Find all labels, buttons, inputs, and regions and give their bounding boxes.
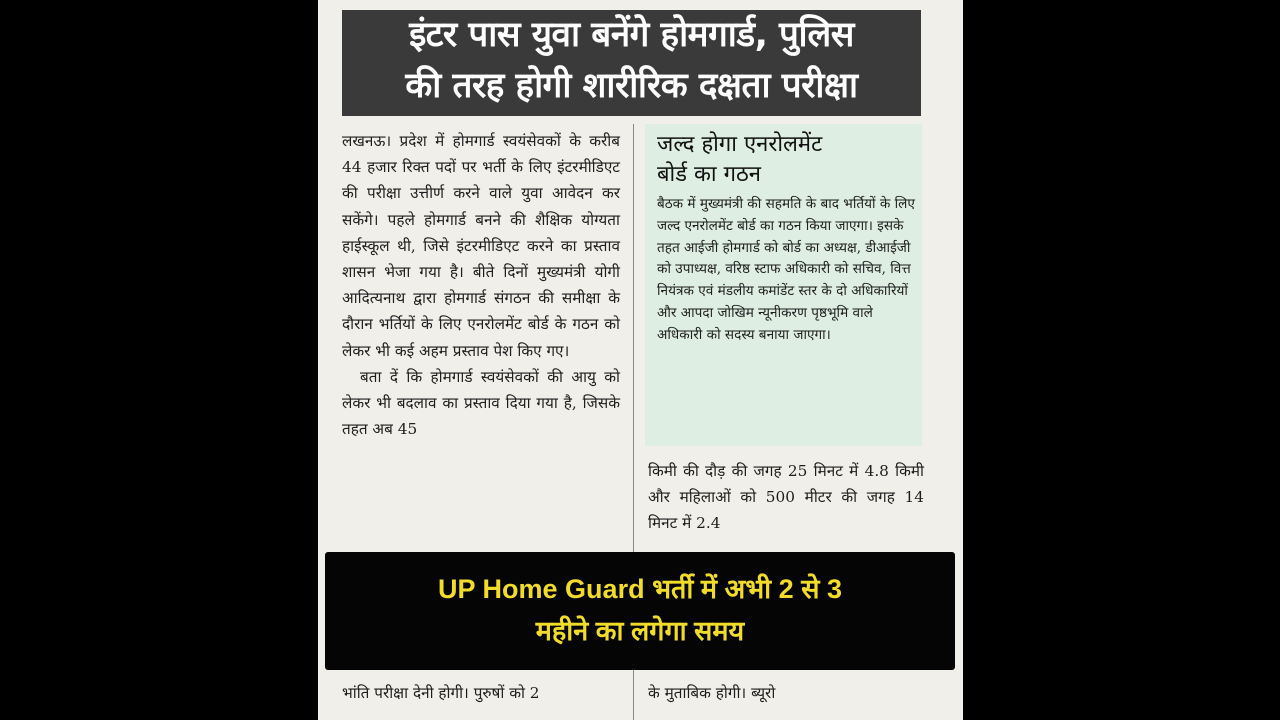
article-bottom-right: के मुताबिक होगी। ब्यूरो xyxy=(648,684,776,702)
sidebar-box-title-line-2: बोर्ड का गठन xyxy=(657,162,761,187)
article-right-column: किमी की दौड़ की जगह 25 मिनट में 4.8 किमी और महिलाओं को 500 मीटर की जगह 14 मिनट में 2.4 xyxy=(648,462,924,533)
headline-banner xyxy=(342,10,921,116)
headline-line-2: की तरह होगी शारीरिक दक्षता परीक्षा xyxy=(405,66,858,106)
caption-line-2: महीने का लगेगा समय xyxy=(535,616,745,646)
caption-line-1: UP Home Guard भर्ती में अभी 2 से 3 xyxy=(438,574,842,604)
sidebar-box xyxy=(645,124,922,446)
video-caption-overlay xyxy=(325,552,955,670)
article-paragraph-1: लखनऊ। प्रदेश में होमगार्ड स्वयंसेवकों के करीब 44 हजार रिक्त पदों पर भर्ती के लिए इंटरमीडिएट की परीक्षा उत्तीर्ण करने वाले युवा आवेदन कर सकेंगे। पहले होमगार्ड बनने की शैक्षिक योग्यता हाईस्कूल थी, जिसे इंटरमीडिएट करने का प्रस्ताव शासन भेजा गया है। बीते दिनों मुख्यमंत्री योगी आदित्यनाथ द्वारा होमगार्ड संगठन की समीक्षा के दौरान भर्तियों के लिए एनरोलमेंट बोर्ड के गठन को लेकर भी कई अहम प्रस्ताव पेश किए गए। xyxy=(342,132,620,360)
article-bottom-left: भांति परीक्षा देनी होगी। पुरुषों को 2 xyxy=(342,684,540,702)
sidebar-box-body: बैठक में मुख्यमंत्री की सहमति के बाद भर्तियों के लिए जल्द एनरोलमेंट बोर्ड का गठन किया जाएगा। इसके तहत आईजी होमगार्ड को बोर्ड का अध्यक्ष, डीआईजी को उपाध्यक्ष, वरिष्ठ स्टाफ अधिकारी को सचिव, वित्त नियंत्रक एवं मंडलीय कमांडेंट स्तर के दो अधिकारियों और आपदा जोखिम न्यूनीकरण पृष्ठभूमि वाले अधिकारी को सदस्य बनाया जाएगा। xyxy=(657,196,915,343)
sidebar-box-title-line-1: जल्द होगा एनरोलमेंट xyxy=(657,132,823,157)
headline-line-1: इंटर पास युवा बनेंगे होमगार्ड, पुलिस xyxy=(409,15,854,55)
sidebar-box-title xyxy=(657,130,822,190)
article-paragraph-2: बता दें कि होमगार्ड स्वयंसेवकों की आयु को लेकर भी बदलाव का प्रस्ताव दिया गया है, जिसके तहत अब 45 xyxy=(342,367,620,439)
article-left-column xyxy=(342,128,620,442)
